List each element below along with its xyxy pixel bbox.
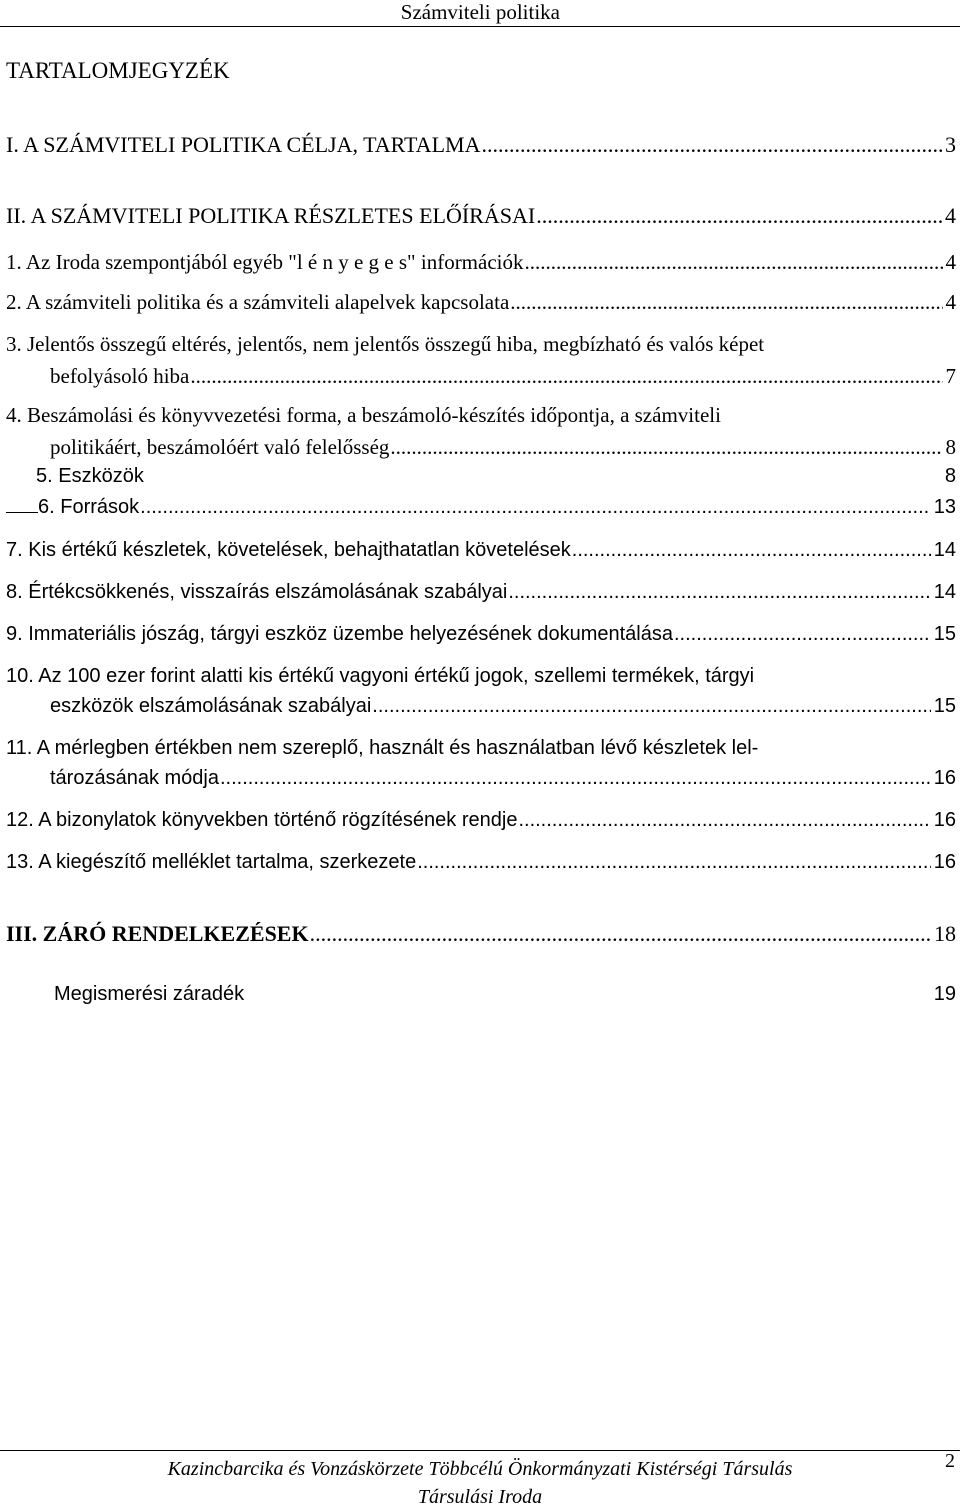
toc-section-1[interactable] <box>6 131 956 159</box>
toc-acknowledgement[interactable] <box>6 980 956 1008</box>
leader-dots <box>417 848 931 876</box>
toc-item-12[interactable] <box>6 806 956 834</box>
toc-page-number: 16 <box>933 851 956 873</box>
toc-item-label: 5. Eszközök <box>36 465 144 487</box>
toc-page-number: 7 <box>945 364 956 388</box>
leader-dots <box>572 536 931 564</box>
toc-page-number: 15 <box>933 695 956 717</box>
toc-item-label: tározásának módja <box>50 767 219 789</box>
toc-item-label: Megismerési záradék <box>54 983 245 1005</box>
toc-item-10[interactable] <box>6 662 956 720</box>
toc-item-3[interactable] <box>6 330 956 390</box>
page-number: 2 <box>945 1450 955 1472</box>
leader-dots <box>518 806 930 834</box>
toc-item-6[interactable] <box>6 493 956 521</box>
toc-item-label: 6. Források <box>38 496 140 518</box>
toc-page-number: 14 <box>933 581 956 603</box>
toc-item-first-line: 11. A mérlegben értékben nem szereplő, használt és használatban lévő készletek lel- <box>6 737 759 759</box>
leader-dots <box>508 578 930 606</box>
toc-item-11[interactable] <box>6 734 956 792</box>
leader-dots <box>140 493 931 521</box>
leader-dots <box>674 620 931 648</box>
toc-item-label: befolyásoló hiba <box>50 364 190 388</box>
toc-item-label: 1. Az Iroda szempontjából egyéb "l é n y e g e s" információk <box>6 250 524 274</box>
toc-item-9[interactable] <box>6 620 956 648</box>
toc-section-2[interactable] <box>6 202 956 230</box>
toc-title: TARTALOMJEGYZÉK <box>6 58 230 83</box>
toc-item-4[interactable] <box>6 401 956 461</box>
underline-mark <box>6 494 38 513</box>
toc-item-label: 2. A számviteli politika és a számviteli alapelvek kapcsolata <box>6 290 510 314</box>
toc-item-1[interactable] <box>6 248 956 276</box>
toc-item-label: 9. Immateriális jószág, tárgyi eszköz üzembe helyezésének dokumentálása <box>6 623 673 645</box>
footer-rule <box>0 1450 960 1451</box>
leader-dots <box>372 692 930 720</box>
footer-line-1: Kazincbarcika és Vonzáskörzete Többcélú Önkormányzati Kistérségi Társulás <box>167 1458 793 1480</box>
toc-page-number: 3 <box>945 132 956 157</box>
toc-item-label: 12. A bizonylatok könyvekben történő rögzítésének rendje <box>6 809 518 831</box>
leader-dots <box>310 920 931 948</box>
toc-section-3[interactable] <box>6 920 956 948</box>
toc-item-label: 7. Kis értékű készletek, követelések, behajthatatlan követelések <box>6 539 571 561</box>
toc-item-7[interactable] <box>6 536 956 564</box>
toc-item-2[interactable] <box>6 288 956 316</box>
leader-dots <box>220 764 931 792</box>
toc-page-number: 15 <box>933 623 956 645</box>
toc-item-label: 8. Értékcsökkenés, visszaírás elszámolásának szabályai <box>6 581 508 603</box>
toc-page-number: 4 <box>945 203 956 228</box>
leader-dots <box>390 433 942 461</box>
toc-page-number: 18 <box>934 921 956 946</box>
footer <box>0 1455 960 1511</box>
leader-dots <box>481 131 942 159</box>
leader-dots <box>190 362 942 390</box>
toc-page-number: 4 <box>945 290 956 314</box>
toc-page-number: 16 <box>933 767 956 789</box>
toc-page-number: 13 <box>933 496 956 518</box>
toc-section-label: III. ZÁRÓ RENDELKEZÉSEK <box>6 921 309 946</box>
toc-section-label: I. A SZÁMVITELI POLITIKA CÉLJA, TARTALMA <box>6 132 481 157</box>
leader-dots <box>510 288 942 316</box>
toc-page-number: 8 <box>945 435 956 459</box>
toc-item-5[interactable] <box>6 462 956 490</box>
toc-page-number: 8 <box>944 465 956 487</box>
toc-item-first-line: 4. Beszámolási és könyvvezetési forma, a beszámoló-készítés időpontja, a számviteli <box>6 403 721 427</box>
toc-item-label: politikáért, beszámolóért való felelősség <box>50 435 390 459</box>
leader-dots <box>525 248 943 276</box>
toc-item-8[interactable] <box>6 578 956 606</box>
footer-line-2: Társulási Iroda <box>417 1486 543 1508</box>
toc-item-13[interactable] <box>6 848 956 876</box>
toc-page-number: 19 <box>933 983 956 1005</box>
running-header <box>0 0 960 27</box>
toc-item-first-line: 3. Jelentős összegű eltérés, jelentős, nem jelentős összegű hiba, megbízható és valós képet <box>6 332 765 356</box>
leader-dots <box>536 202 942 230</box>
running-title: Számviteli politika <box>400 0 560 24</box>
toc-item-first-line: 10. Az 100 ezer forint alatti kis értékű vagyoni értékű jogok, szellemi termékek, tárgyi <box>6 665 755 687</box>
toc-item-label: 13. A kiegészítő melléklet tartalma, szerkezete <box>6 851 417 873</box>
toc-page-number: 14 <box>933 539 956 561</box>
toc-page-number: 4 <box>945 250 956 274</box>
toc-section-label: II. A SZÁMVITELI POLITIKA RÉSZLETES ELŐÍRÁSAI <box>6 203 536 228</box>
toc-page-number: 16 <box>933 809 956 831</box>
toc-item-label: eszközök elszámolásának szabályai <box>50 695 372 717</box>
